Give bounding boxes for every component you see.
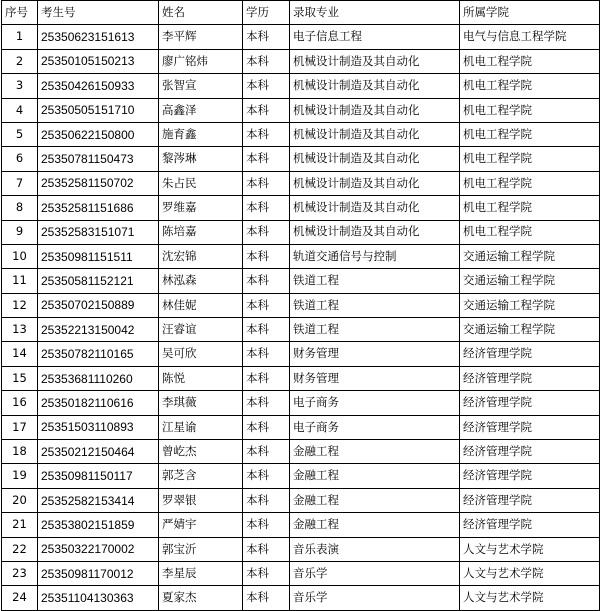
cell-exam-number: 25350426150933 (38, 74, 159, 98)
cell-major: 机械设计制造及其自动化 (290, 122, 460, 146)
cell-seq: 6 (2, 147, 38, 171)
cell-major: 铁道工程 (290, 269, 460, 293)
cell-degree: 本科 (243, 440, 290, 464)
cell-exam-number: 25350623151613 (38, 25, 159, 49)
cell-seq: 5 (2, 122, 38, 146)
cell-degree: 本科 (243, 342, 290, 366)
header-name: 姓名 (159, 1, 243, 25)
cell-name: 李星辰 (159, 561, 243, 585)
cell-college: 人文与艺术学院 (460, 537, 600, 561)
cell-degree: 本科 (243, 561, 290, 585)
header-major: 录取专业 (290, 1, 460, 25)
cell-seq: 18 (2, 440, 38, 464)
cell-exam-number: 25352581150702 (38, 171, 159, 195)
cell-name: 罗翠银 (159, 488, 243, 512)
cell-degree: 本科 (243, 464, 290, 488)
cell-college: 交通运输工程学院 (460, 244, 600, 268)
cell-seq: 12 (2, 293, 38, 317)
table-row (2, 586, 600, 610)
cell-college: 机电工程学院 (460, 171, 600, 195)
table-row (2, 464, 600, 488)
cell-exam-number: 25353802151859 (38, 513, 159, 537)
cell-seq: 14 (2, 342, 38, 366)
table-row (2, 74, 600, 98)
cell-college: 机电工程学院 (460, 74, 600, 98)
cell-major: 铁道工程 (290, 293, 460, 317)
cell-seq: 8 (2, 196, 38, 220)
cell-degree: 本科 (243, 269, 290, 293)
cell-exam-number: 25350182110616 (38, 391, 159, 415)
cell-name: 汪睿谊 (159, 318, 243, 342)
header-seq: 序号 (2, 1, 38, 25)
cell-seq: 23 (2, 561, 38, 585)
cell-college: 电气与信息工程学院 (460, 25, 600, 49)
cell-name: 吴可欣 (159, 342, 243, 366)
cell-college: 机电工程学院 (460, 49, 600, 73)
cell-college: 经济管理学院 (460, 415, 600, 439)
table-row (2, 147, 600, 171)
cell-degree: 本科 (243, 49, 290, 73)
cell-degree: 本科 (243, 196, 290, 220)
cell-degree: 本科 (243, 220, 290, 244)
table-row (2, 391, 600, 415)
cell-seq: 20 (2, 488, 38, 512)
cell-exam-number: 25350581152121 (38, 269, 159, 293)
cell-major: 电子商务 (290, 391, 460, 415)
cell-degree: 本科 (243, 122, 290, 146)
cell-major: 电子信息工程 (290, 25, 460, 49)
table-row (2, 220, 600, 244)
cell-name: 曾屹杰 (159, 440, 243, 464)
cell-name: 沈宏锦 (159, 244, 243, 268)
cell-name: 廖广铭炜 (159, 49, 243, 73)
cell-degree: 本科 (243, 147, 290, 171)
cell-degree: 本科 (243, 586, 290, 610)
cell-exam-number: 25350981150117 (38, 464, 159, 488)
cell-college: 经济管理学院 (460, 391, 600, 415)
table-row (2, 415, 600, 439)
cell-degree: 本科 (243, 415, 290, 439)
cell-name: 郭宝沂 (159, 537, 243, 561)
cell-seq: 16 (2, 391, 38, 415)
cell-college: 机电工程学院 (460, 196, 600, 220)
table-body (2, 25, 600, 610)
cell-exam-number: 25352581151686 (38, 196, 159, 220)
cell-college: 机电工程学院 (460, 98, 600, 122)
cell-major: 金融工程 (290, 464, 460, 488)
cell-college: 人文与艺术学院 (460, 561, 600, 585)
table-row (2, 122, 600, 146)
table-row (2, 171, 600, 195)
table-row (2, 269, 600, 293)
cell-exam-number: 25350212150464 (38, 440, 159, 464)
cell-name: 黎涔琳 (159, 147, 243, 171)
cell-name: 李琪薇 (159, 391, 243, 415)
table-row (2, 25, 600, 49)
table-row (2, 366, 600, 390)
cell-seq: 1 (2, 25, 38, 49)
cell-name: 陈悦 (159, 366, 243, 390)
cell-exam-number: 25350781150473 (38, 147, 159, 171)
header-row (2, 1, 600, 25)
cell-exam-number: 25351503110893 (38, 415, 159, 439)
cell-major: 音乐表演 (290, 537, 460, 561)
cell-name: 张智宣 (159, 74, 243, 98)
cell-college: 经济管理学院 (460, 464, 600, 488)
cell-major: 机械设计制造及其自动化 (290, 196, 460, 220)
cell-degree: 本科 (243, 293, 290, 317)
cell-exam-number: 25350981151511 (38, 244, 159, 268)
table-row (2, 244, 600, 268)
table-row (2, 342, 600, 366)
cell-exam-number: 25352213150042 (38, 318, 159, 342)
cell-degree: 本科 (243, 244, 290, 268)
table-row (2, 440, 600, 464)
cell-degree: 本科 (243, 366, 290, 390)
cell-exam-number: 25350981170012 (38, 561, 159, 585)
cell-major: 机械设计制造及其自动化 (290, 49, 460, 73)
cell-name: 夏家杰 (159, 586, 243, 610)
table-row (2, 561, 600, 585)
cell-exam-number: 25350702150889 (38, 293, 159, 317)
header-degree: 学历 (243, 1, 290, 25)
cell-degree: 本科 (243, 513, 290, 537)
admission-table (1, 0, 600, 611)
cell-college: 交通运输工程学院 (460, 269, 600, 293)
cell-seq: 4 (2, 98, 38, 122)
cell-seq: 2 (2, 49, 38, 73)
cell-college: 机电工程学院 (460, 147, 600, 171)
cell-exam-number: 25350505151710 (38, 98, 159, 122)
cell-exam-number: 25350105150213 (38, 49, 159, 73)
cell-major: 机械设计制造及其自动化 (290, 171, 460, 195)
table-row (2, 488, 600, 512)
cell-college: 经济管理学院 (460, 366, 600, 390)
cell-major: 机械设计制造及其自动化 (290, 98, 460, 122)
cell-degree: 本科 (243, 537, 290, 561)
cell-seq: 15 (2, 366, 38, 390)
cell-exam-number: 25350782110165 (38, 342, 159, 366)
cell-college: 人文与艺术学院 (460, 586, 600, 610)
cell-exam-number: 25352583151071 (38, 220, 159, 244)
cell-name: 朱占民 (159, 171, 243, 195)
cell-seq: 19 (2, 464, 38, 488)
cell-college: 交通运输工程学院 (460, 318, 600, 342)
cell-degree: 本科 (243, 25, 290, 49)
cell-seq: 17 (2, 415, 38, 439)
cell-degree: 本科 (243, 488, 290, 512)
cell-college: 经济管理学院 (460, 488, 600, 512)
table-row (2, 98, 600, 122)
cell-major: 金融工程 (290, 488, 460, 512)
cell-major: 金融工程 (290, 513, 460, 537)
cell-degree: 本科 (243, 318, 290, 342)
cell-major: 金融工程 (290, 440, 460, 464)
cell-college: 经济管理学院 (460, 342, 600, 366)
cell-college: 经济管理学院 (460, 440, 600, 464)
cell-major: 音乐学 (290, 586, 460, 610)
cell-seq: 21 (2, 513, 38, 537)
table-row (2, 513, 600, 537)
table-row (2, 293, 600, 317)
cell-major: 财务管理 (290, 366, 460, 390)
cell-major: 音乐学 (290, 561, 460, 585)
cell-degree: 本科 (243, 171, 290, 195)
cell-college: 机电工程学院 (460, 122, 600, 146)
cell-seq: 24 (2, 586, 38, 610)
cell-exam-number: 25351104130363 (38, 586, 159, 610)
cell-name: 严婧宇 (159, 513, 243, 537)
cell-major: 财务管理 (290, 342, 460, 366)
cell-name: 施育鑫 (159, 122, 243, 146)
cell-name: 林泓森 (159, 269, 243, 293)
cell-name: 郭芝含 (159, 464, 243, 488)
cell-college: 经济管理学院 (460, 513, 600, 537)
cell-name: 江星谕 (159, 415, 243, 439)
cell-major: 轨道交通信号与控制 (290, 244, 460, 268)
cell-exam-number: 25350322170002 (38, 537, 159, 561)
cell-college: 机电工程学院 (460, 220, 600, 244)
cell-name: 高鑫泽 (159, 98, 243, 122)
table-row (2, 196, 600, 220)
table-row (2, 49, 600, 73)
cell-name: 罗维嘉 (159, 196, 243, 220)
cell-major: 机械设计制造及其自动化 (290, 74, 460, 98)
cell-major: 机械设计制造及其自动化 (290, 147, 460, 171)
cell-college: 交通运输工程学院 (460, 293, 600, 317)
cell-name: 李平辉 (159, 25, 243, 49)
header-college: 所属学院 (460, 1, 600, 25)
cell-major: 电子商务 (290, 415, 460, 439)
cell-seq: 22 (2, 537, 38, 561)
cell-seq: 11 (2, 269, 38, 293)
cell-major: 机械设计制造及其自动化 (290, 220, 460, 244)
cell-exam-number: 25350622150800 (38, 122, 159, 146)
cell-seq: 9 (2, 220, 38, 244)
cell-degree: 本科 (243, 74, 290, 98)
table-row (2, 318, 600, 342)
cell-seq: 7 (2, 171, 38, 195)
cell-degree: 本科 (243, 98, 290, 122)
cell-exam-number: 25353681110260 (38, 366, 159, 390)
cell-seq: 10 (2, 244, 38, 268)
cell-name: 陈培嘉 (159, 220, 243, 244)
table-row (2, 537, 600, 561)
cell-major: 铁道工程 (290, 318, 460, 342)
cell-seq: 3 (2, 74, 38, 98)
cell-degree: 本科 (243, 391, 290, 415)
cell-exam-number: 25352582153414 (38, 488, 159, 512)
cell-seq: 13 (2, 318, 38, 342)
header-exam-number: 考生号 (38, 1, 159, 25)
cell-name: 林佳妮 (159, 293, 243, 317)
